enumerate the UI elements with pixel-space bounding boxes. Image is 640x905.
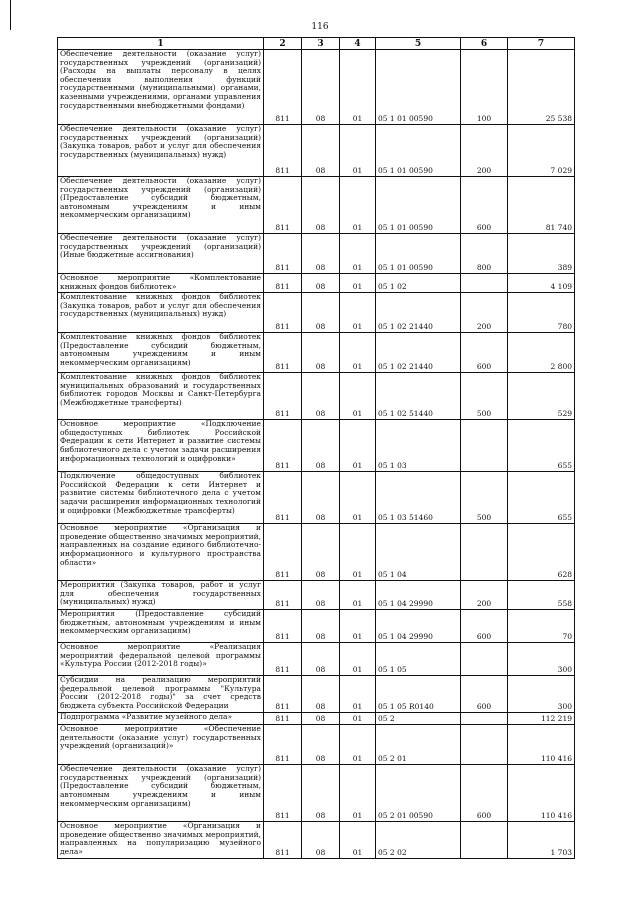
row-department-code: 811 [264,420,302,472]
table-header [58,38,575,50]
row-target-article-code: 05 2 [376,713,461,725]
row-subsection-code: 01 [340,50,376,125]
row-amount: 389 [508,234,575,274]
header-col-5: 5 [376,38,461,50]
page-number: 116 [311,22,329,32]
row-subsection-code: 01 [340,125,376,177]
table-row [58,713,575,725]
budget-table [57,37,575,859]
row-description: Обеспечение деятельности (оказание услуг) государственных учреждений (организаций) (Предоставление субсидий бюджетным, автономным учреждениям и иным некоммерческим организациям) [58,765,264,822]
row-expense-type-code: 500 [461,373,508,420]
row-department-code: 811 [264,472,302,524]
row-subsection-code: 01 [340,610,376,643]
row-amount: 628 [508,524,575,581]
header-row [58,38,575,50]
row-target-article-code: 05 1 02 [376,274,461,293]
row-target-article-code: 05 1 04 29990 [376,581,461,610]
row-description: Основное мероприятие «Реализация мероприятий федеральной целевой программы «Культура России (2012-2018 годы)» [58,643,264,676]
row-target-article-code: 05 1 03 [376,420,461,472]
row-description: Подпрограмма «Развитие музейного дела» [58,713,264,725]
header-col-2: 2 [264,38,302,50]
row-amount: 25 538 [508,50,575,125]
row-department-code: 811 [264,333,302,373]
table-row [58,420,575,472]
row-department-code: 811 [264,177,302,234]
row-amount: 7 029 [508,125,575,177]
row-section-code: 08 [302,524,340,581]
table-row [58,50,575,125]
row-section-code: 08 [302,581,340,610]
row-department-code: 811 [264,581,302,610]
row-amount: 1 703 [508,822,575,858]
row-subsection-code: 01 [340,274,376,293]
row-expense-type-code [461,643,508,676]
row-description: Обеспечение деятельности (оказание услуг) государственных учреждений (организаций) (Предоставление субсидий бюджетным, автономным учреждениям и иным некоммерческим организациям) [58,177,264,234]
table-body [58,50,575,859]
row-target-article-code: 05 1 01 00590 [376,50,461,125]
row-expense-type-code [461,274,508,293]
row-section-code: 08 [302,293,340,333]
row-expense-type-code [461,725,508,765]
row-description: Мероприятия (Предоставление субсидий бюджетным, автономным учреждениям и иным некоммерческим организациям) [58,610,264,643]
table-row [58,581,575,610]
table-row [58,125,575,177]
row-expense-type-code [461,822,508,858]
row-expense-type-code: 600 [461,676,508,713]
row-target-article-code: 05 1 01 00590 [376,234,461,274]
row-description: Основное мероприятие «Подключение общедоступных библиотек Российской Федерации к сети Интернет и развитие системы библиотечного дела с учетом задачи расширения информационных технологий и оцифровки» [58,420,264,472]
row-department-code: 811 [264,524,302,581]
row-target-article-code: 05 2 01 [376,725,461,765]
page-bottom-margin [0,866,640,905]
row-target-article-code: 05 1 02 51440 [376,373,461,420]
row-expense-type-code: 500 [461,472,508,524]
row-description: Подключение общедоступных библиотек Российской Федерации к сети Интернет и развитие системы библиотечного дела с учетом задачи расширения информационных технологий и оцифровки (Межбюджетные трансферты) [58,472,264,524]
row-target-article-code: 05 1 04 [376,524,461,581]
table-row [58,676,575,713]
row-amount: 529 [508,373,575,420]
row-target-article-code: 05 1 05 R0140 [376,676,461,713]
table-row [58,373,575,420]
row-description: Мероприятия (Закупка товаров, работ и услуг для обеспечения государственных (муниципальных) нужд) [58,581,264,610]
row-subsection-code: 01 [340,333,376,373]
row-description: Комплектование книжных фондов библиотек муниципальных образований и государственных библиотек городов Москвы и Санкт-Петербурга (Межбюджетные трансферты) [58,373,264,420]
row-amount: 70 [508,610,575,643]
row-target-article-code: 05 1 01 00590 [376,125,461,177]
row-department-code: 811 [264,713,302,725]
row-subsection-code: 01 [340,765,376,822]
row-department-code: 811 [264,676,302,713]
row-amount: 110 416 [508,725,575,765]
row-subsection-code: 01 [340,822,376,858]
row-amount: 655 [508,420,575,472]
table-row [58,610,575,643]
row-subsection-code: 01 [340,524,376,581]
row-section-code: 08 [302,610,340,643]
header-col-4: 4 [340,38,376,50]
row-description: Основное мероприятие «Обеспечение деятельности (оказание услуг) государственных учреждений (организаций)» [58,725,264,765]
row-subsection-code: 01 [340,420,376,472]
row-subsection-code: 01 [340,676,376,713]
row-department-code: 811 [264,610,302,643]
row-amount: 558 [508,581,575,610]
row-subsection-code: 01 [340,234,376,274]
row-amount: 2 800 [508,333,575,373]
row-expense-type-code: 600 [461,177,508,234]
row-department-code: 811 [264,274,302,293]
row-target-article-code: 05 1 03 51460 [376,472,461,524]
row-description: Субсидии на реализацию мероприятий федеральной целевой программы "Культура России (2012-2018 годы)" за счет средств бюджета субъекта Российской Федерации [58,676,264,713]
row-target-article-code: 05 1 01 00590 [376,177,461,234]
row-subsection-code: 01 [340,472,376,524]
row-description: Основное мероприятие «Организация и проведение общественно значимых мероприятий, направленных на создание единого библиотечно-информационного и культурного пространства области» [58,524,264,581]
row-expense-type-code: 100 [461,50,508,125]
row-target-article-code: 05 2 01 00590 [376,765,461,822]
row-description: Обеспечение деятельности (оказание услуг) государственных учреждений (организаций) (Закупка товаров, работ и услуг для обеспечения государственных (муниципальных) нужд) [58,125,264,177]
row-expense-type-code [461,420,508,472]
row-subsection-code: 01 [340,293,376,333]
table-row [58,293,575,333]
row-amount: 300 [508,676,575,713]
row-amount: 300 [508,643,575,676]
row-section-code: 08 [302,234,340,274]
row-department-code: 811 [264,125,302,177]
row-amount: 655 [508,472,575,524]
row-target-article-code: 05 1 02 21440 [376,293,461,333]
header-col-6: 6 [461,38,508,50]
row-department-code: 811 [264,765,302,822]
row-target-article-code: 05 1 05 [376,643,461,676]
row-amount: 110 416 [508,765,575,822]
row-section-code: 08 [302,765,340,822]
row-section-code: 08 [302,713,340,725]
row-section-code: 08 [302,676,340,713]
table-row [58,234,575,274]
row-expense-type-code [461,524,508,581]
table-row [58,725,575,765]
header-col-7: 7 [508,38,575,50]
row-amount: 112 219 [508,713,575,725]
row-expense-type-code: 200 [461,293,508,333]
row-subsection-code: 01 [340,177,376,234]
row-amount: 4 109 [508,274,575,293]
table-row [58,822,575,858]
row-section-code: 08 [302,177,340,234]
row-expense-type-code: 600 [461,610,508,643]
header-col-1: 1 [58,38,264,50]
row-section-code: 08 [302,373,340,420]
row-section-code: 08 [302,50,340,125]
row-target-article-code: 05 2 02 [376,822,461,858]
row-section-code: 08 [302,643,340,676]
table-row [58,524,575,581]
row-amount: 81 740 [508,177,575,234]
row-subsection-code: 01 [340,373,376,420]
row-expense-type-code: 200 [461,581,508,610]
row-description: Обеспечение деятельности (оказание услуг) государственных учреждений (организаций) (Иные бюджетные ассигнования) [58,234,264,274]
row-department-code: 811 [264,293,302,333]
row-section-code: 08 [302,725,340,765]
row-target-article-code: 05 1 02 21440 [376,333,461,373]
table-row [58,765,575,822]
row-expense-type-code: 200 [461,125,508,177]
table-row [58,333,575,373]
row-subsection-code: 01 [340,581,376,610]
row-department-code: 811 [264,373,302,420]
row-description: Основное мероприятие «Комплектование книжных фондов библиотек» [58,274,264,293]
row-amount: 780 [508,293,575,333]
row-section-code: 08 [302,472,340,524]
row-expense-type-code: 600 [461,765,508,822]
row-subsection-code: 01 [340,713,376,725]
row-section-code: 08 [302,822,340,858]
row-subsection-code: 01 [340,643,376,676]
row-section-code: 08 [302,125,340,177]
row-section-code: 08 [302,333,340,373]
row-description: Комплектование книжных фондов библиотек (Закупка товаров, работ и услуг для обеспечения государственных (муниципальных) нужд) [58,293,264,333]
table-row [58,274,575,293]
row-department-code: 811 [264,50,302,125]
row-expense-type-code: 600 [461,333,508,373]
row-department-code: 811 [264,643,302,676]
row-section-code: 08 [302,274,340,293]
table-row [58,643,575,676]
row-target-article-code: 05 1 04 29990 [376,610,461,643]
row-department-code: 811 [264,234,302,274]
row-section-code: 08 [302,420,340,472]
row-description: Обеспечение деятельности (оказание услуг) государственных учреждений (организаций) (Расходы на выплаты персоналу в целях обеспечения выполнения функций государственными (муниципальными) органами, казенными учреждениями, органами управления государственными внебюджетными фондами) [58,50,264,125]
row-subsection-code: 01 [340,725,376,765]
row-department-code: 811 [264,822,302,858]
row-expense-type-code: 800 [461,234,508,274]
row-description: Основное мероприятие «Организация и проведение общественно значимых мероприятий, направленных на популяризацию музейного дела» [58,822,264,858]
table-row [58,177,575,234]
row-department-code: 811 [264,725,302,765]
row-expense-type-code [461,713,508,725]
row-description: Комплектование книжных фондов библиотек (Предоставление субсидий бюджетным, автономным учреждениям и иным некоммерческим организациям) [58,333,264,373]
header-col-3: 3 [302,38,340,50]
table-row [58,472,575,524]
